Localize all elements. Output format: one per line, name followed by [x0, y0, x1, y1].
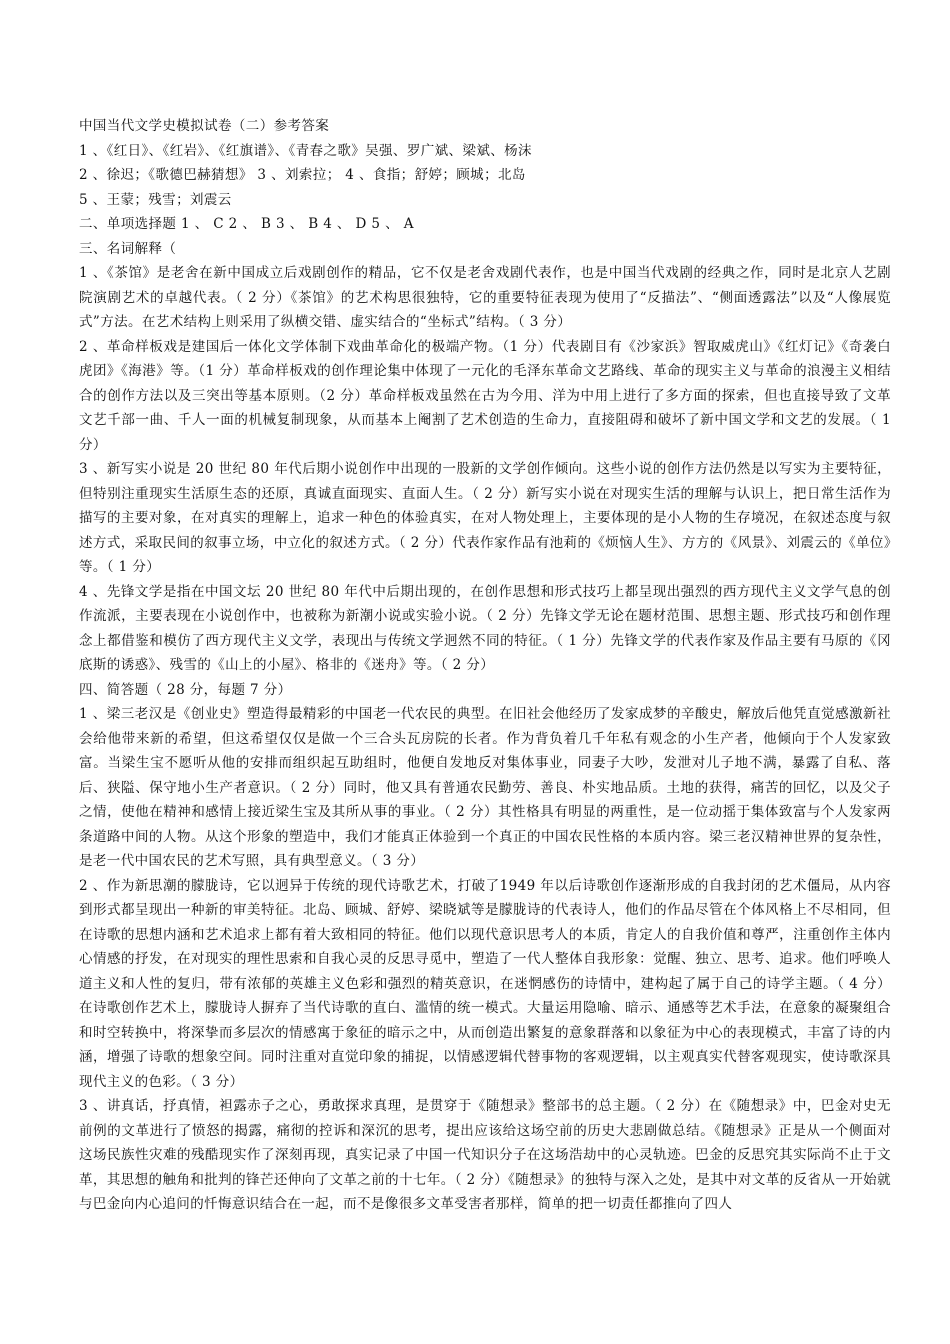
answer-paragraph: 1 、《红日》、《红岩》、《红旗谱》、《青春之歌》吴强、罗广斌、梁斌、杨沫	[79, 142, 532, 159]
answer-document	[79, 114, 891, 1217]
answer-paragraph: 3 、讲真话，抒真情，袒露赤子之心，勇敢探求真理，是贯穿于《随想录》整部书的总主题。（ 2 分）在《随想录》中，巴金对史无前例的文革进行了愤怒的揭露，痛彻的控诉和深沉的思考，提出应该给这场空前的历史大悲剧做总结。《随想录》正是从一个侧面对这场民族性灾难的残酷现实作了深刻再现，真实记录了中国一代知识分子在这场浩劫中的心灵轨迹。巴金的反思究其实际尚不止于文革，其思想的触角和批判的锋芒还伸向了文革之前的十七年。（ 2 分）《随想录》的独特与深入之处，是其中对文革的反省从一开始就与巴金向内心追问的忏悔意识结合在一起，而不是像很多文革受害者那样，简单的把一切责任都推向了四人	[79, 1098, 891, 1212]
answer-paragraph: 2 、革命样板戏是建国后一体化文学体制下戏曲革命化的极端产物。（1 分）代表剧目有《沙家浜》智取威虎山》《红灯记》《奇袭白虎团》《海港》等。（1 分）革命样板戏的创作理论集中体现了一元化的毛泽东革命文艺路线、革命的现实主义与革命的浪漫主义相结合的创作方法以及三突出等基本原则。（2 分）革命样板戏虽然在古为今用、洋为中用上进行了多方面的探索，但也直接导致了文革文艺千部一曲、千人一面的机械复制现象，从而基本上阉割了艺术创造的生命力，直接阻碍和破坏了新中国文学和文艺的发展。（ 1 分）	[79, 338, 891, 453]
section-heading: 四、简答题（ 28 分，每题 7 分）	[79, 681, 292, 698]
answer-paragraph: 1 、梁三老汉是《创业史》塑造得最精彩的中国老一代农民的典型。在旧社会他经历了发家成梦的辛酸史，解放后他凭直觉感激新社会给他带来新的希望，但这希望仅仅是做一个三合头瓦房院的长者。作为背负着几千年私有观念的小生产者，他倾向于个人发家致富。当梁生宝不愿听从他的安排而组织起互助组时，他便自发地反对集体事业，同妻子大吵，发泄对儿子地不满，暴露了自私、落后、狭隘、保守地小生产者意识。（ 2 分）同时，他又具有普通农民勤劳、善良、朴实地品质。土地的获得，痛苦的回忆，以及父子之情，使他在精神和感情上接近梁生宝及其所从事的事业。（ 2 分）其性格具有明显的两重性，是一位动摇于集体致富与个人发家两条道路中间的人物。从这个形象的塑造中，我们才能真正体验到一个真正的中国农民性格的本质内容。梁三老汉精神世界的复杂性，是老一代中国农民的艺术写照，具有典型意义。（ 3 分）	[79, 706, 891, 869]
answer-paragraph: 4 、先锋文学是指在中国文坛 20 世纪 80 年代中后期出现的，在创作思想和形式技巧上都呈现出强烈的西方现代主义文学气息的创作流派，主要表现在小说创作中，也被称为新潮小说或实验小说。（ 2 分）先锋文学无论在题材范围、思想主题、形式技巧和创作理念上都借鉴和模仿了西方现代主义文学，表现出与传统文学迥然不同的特征。（ 1 分）先锋文学的代表作家及作品主要有马原的《冈底斯的诱惑》、残雪的《山上的小屋》、格非的《迷舟》等。（ 2 分）	[79, 583, 891, 673]
section-heading: 三、名词解释（	[79, 240, 177, 257]
document-title: 中国当代文学史模拟试卷（二）参考答案	[79, 118, 330, 134]
answer-paragraph: 2 、作为新思潮的朦胧诗，它以迥异于传统的现代诗歌艺术，打破了1949 年以后诗歌创作逐渐形成的自我封闭的艺术僵局，从内容到形式都呈现出一种新的审美特征。北岛、顾城、舒婷、梁晓斌等是朦胧诗的代表诗人，他们的作品尽管在个体风格上不尽相同，但在诗歌的思想内涵和艺术追求上都有着大致相同的特征。他们以现代意识思考人的本质，肯定人的自我价值和尊严，注重创作主体内心情感的抒发，在对现实的理性思索和自我心灵的反思寻觅中，塑造了一代人整体自我形象：觉醒、独立、思考、追求。他们呼唤人道主义和人性的复归，带有浓郁的英雄主义色彩和强烈的精英意识，在迷惘感伤的诗情中，建构起了属于自己的诗学主题。（ 4 分）在诗歌创作艺术上，朦胧诗人摒弃了当代诗歌的直白、滥情的统一模式。大量运用隐喻、暗示、通感等艺术手法，在意象的凝聚组合和时空转换中，将深挚而多层次的情感寓于象征的暗示之中，从而创造出繁复的意象群落和以象征为中心的表现模式，丰富了诗的内涵，增强了诗歌的想象空间。同时注重对直觉印象的捕捉，以情感逻辑代替事物的客观逻辑，以主观真实代替客观现实，使诗歌深具现代主义的色彩。（ 3 分）	[79, 877, 891, 1090]
answer-paragraph: 2 、徐迟；《歌德巴赫猜想》 3 、刘索拉； 4 、食指；舒婷；顾城；北岛	[79, 167, 526, 183]
section-heading: 二、单项选择题 1 、 C 2 、 B 3 、 B 4 、 D 5 、 A	[79, 216, 414, 232]
answer-paragraph: 3 、新写实小说是 20 世纪 80 年代后期小说创作中出现的一股新的文学创作倾向。这些小说的创作方法仍然是以写实为主要特征，但特别注重现实生活原生态的还原，真诚直面现实、直面人生。（ 2 分）新写实小说在对现实生活的理解与认识上，把日常生活作为描写的主要对象，在对真实的理解上，追求一种色的体验真实，在对人物处理上，主要体现的是小人物的生存境况，在叙述态度与叙述方式，采取民间的叙事立场，中立化的叙述方式。（ 2 分）代表作家作品有池莉的《烦恼人生》、方方的《风景》、刘震云的《单位》等。（ 1 分）	[79, 461, 891, 575]
answer-paragraph: 1 、《茶馆》是老舍在新中国成立后戏剧创作的精品，它不仅是老舍戏剧代表作，也是中国当代戏剧的经典之作，同时是北京人艺剧院演剧艺术的卓越代表。（ 2 分）《茶馆》的艺术构思很独特，它的重要特征表现为使用了“反描法”、“侧面透露法”以及“人像展览式”方法。在艺术结构上则采用了纵横交错、虚实结合的“坐标式”结构。（ 3 分）	[79, 265, 891, 330]
answer-paragraph: 5 、王蒙；残雪；刘震云	[79, 191, 232, 208]
